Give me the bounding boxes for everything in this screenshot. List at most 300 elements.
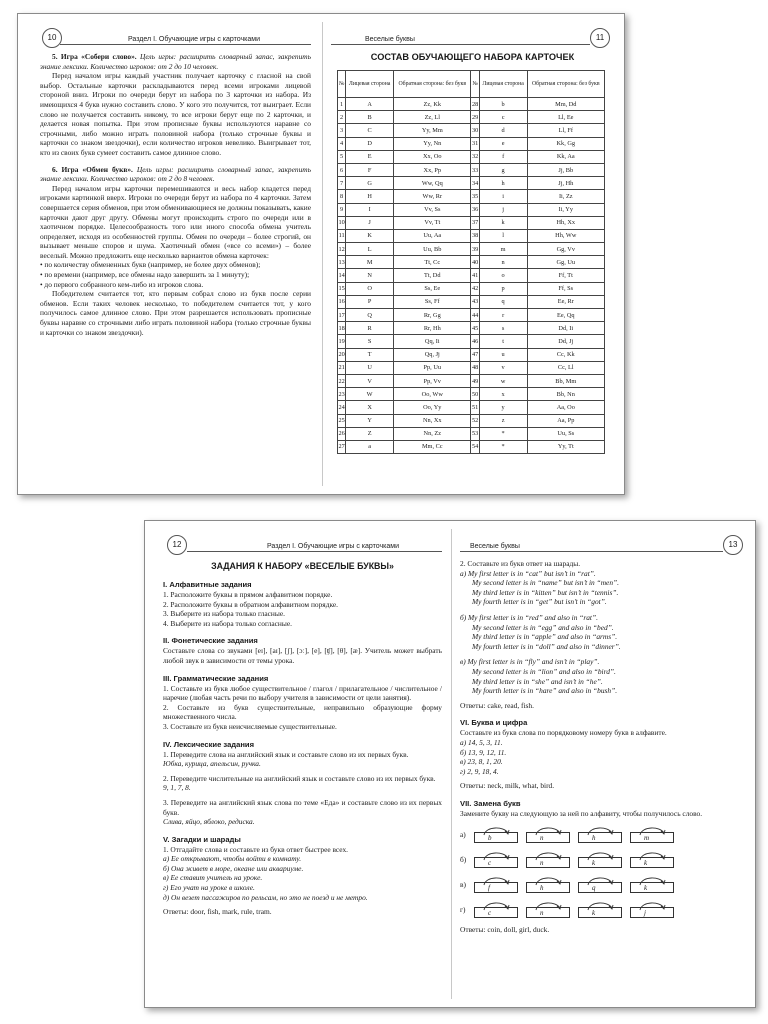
card-letter: q xyxy=(592,884,596,893)
card-letter: h xyxy=(592,834,596,843)
task-item: 1. Переведите слова на английский язык и составьте слово из их первых букв. xyxy=(163,749,409,759)
table-row xyxy=(338,322,605,335)
task-item: 2. Расположите буквы в обратном алфавитном порядке. xyxy=(163,599,338,609)
letter-card[interactable] xyxy=(474,900,518,918)
table-cell: Ff, Ss xyxy=(527,282,604,295)
charade-line: My second letter is in “egg” and also in “bed”. xyxy=(472,622,614,632)
table-cell: Uu, Bb xyxy=(394,243,471,256)
table-cell: i xyxy=(479,190,527,203)
card-letter: j xyxy=(644,909,646,918)
letter-cards xyxy=(460,825,749,918)
table-cell: 13 xyxy=(338,256,346,269)
top-spread xyxy=(17,13,625,495)
table-cell: t xyxy=(479,335,527,348)
table-cell: 29 xyxy=(471,111,479,124)
table-cell: Kk, Gg xyxy=(527,137,604,150)
table-cell: 48 xyxy=(471,361,479,374)
table-cell: Q xyxy=(346,309,394,322)
table-cell: L xyxy=(346,243,394,256)
table-cell: Jj, Hh xyxy=(527,177,604,190)
table-cell: 15 xyxy=(338,282,346,295)
table-cell: l xyxy=(479,229,527,242)
task-item: 2. Переведите числительные на английский язык и составьте слово из их первых букв. xyxy=(163,773,436,783)
table-body xyxy=(338,98,605,454)
table-cell: Ii, Yy xyxy=(527,203,604,216)
table-cell: a xyxy=(346,440,394,453)
table-cell: u xyxy=(479,348,527,361)
row-label: г) xyxy=(460,904,466,914)
table-cell: 52 xyxy=(471,414,479,427)
card-letter: k xyxy=(644,884,648,893)
table-cell: z xyxy=(479,414,527,427)
table-row xyxy=(338,177,605,190)
table-cell: Ss, Ff xyxy=(394,295,471,308)
page-11 xyxy=(323,14,626,494)
table-cell: Cc, Ll xyxy=(527,361,604,374)
table-cell: Gg, Vv xyxy=(527,243,604,256)
number-item: а) 14, 5, 3, 11. xyxy=(460,737,503,747)
page-10 xyxy=(18,14,321,494)
table-cell: Oo, Yy xyxy=(394,401,471,414)
page-number: 13 xyxy=(723,535,743,555)
answers: Ответы: neck, milk, what, bird. xyxy=(460,781,555,791)
table-row xyxy=(338,427,605,440)
card-letter: n xyxy=(540,834,544,843)
charade-b xyxy=(460,613,749,651)
task-item: 3. Выберите из набора только гласные. xyxy=(163,609,285,619)
card-row xyxy=(460,825,749,843)
card-box xyxy=(630,882,674,893)
page-number: 10 xyxy=(42,28,62,48)
table-cell: Dd, Ii xyxy=(527,322,604,335)
table-cell: Hh, Ww xyxy=(527,229,604,242)
row-label: а) xyxy=(460,829,466,839)
table-cell: 12 xyxy=(338,243,346,256)
task-item: 3. Составьте из букв неисчисляемые существительные. xyxy=(163,721,337,731)
table-cell: 17 xyxy=(338,309,346,322)
table-cell: 54 xyxy=(471,440,479,453)
card-box xyxy=(578,882,622,893)
table-cell: 32 xyxy=(471,150,479,163)
section-title: V. Загадки и шарады xyxy=(163,834,241,844)
card-box xyxy=(578,832,622,843)
letter-card[interactable] xyxy=(526,850,570,868)
section-title: VI. Буква и цифра xyxy=(460,718,528,728)
table-cell: Nn, Zz xyxy=(394,427,471,440)
charade-line: My second letter is in “name” but isn’t in “men”. xyxy=(472,578,619,588)
charade-line: My fourth letter is in “doll” and also in “dinner”. xyxy=(472,641,621,651)
running-header: Веселые буквы xyxy=(470,543,520,550)
table-cell: Bb, Nn xyxy=(527,388,604,401)
table-row xyxy=(338,150,605,163)
letter-card[interactable] xyxy=(578,850,622,868)
card-box xyxy=(630,907,674,918)
table-cell: V xyxy=(346,374,394,387)
answers: Ответы: door, fish, mark, rule, tram. xyxy=(163,907,272,917)
table-row xyxy=(338,124,605,137)
table-cell: Vv, Tt xyxy=(394,216,471,229)
table-cell: b xyxy=(479,98,527,111)
task-words: Слива, яйцо, яблоко, редиска. xyxy=(163,817,255,827)
charades-intro: 2. Составьте из букв ответ на шарады. xyxy=(460,559,581,568)
running-header: Веселые буквы xyxy=(365,36,415,43)
table-cell: 35 xyxy=(471,190,479,203)
letter-card[interactable] xyxy=(526,875,570,893)
table-cell: Xx, Oo xyxy=(394,150,471,163)
table-cell: 7 xyxy=(338,177,346,190)
table-cell: 49 xyxy=(471,374,479,387)
table-cell: 50 xyxy=(471,388,479,401)
table-cell: D xyxy=(346,137,394,150)
table-cell: R xyxy=(346,322,394,335)
card-letter: c xyxy=(488,909,492,918)
table-cell: Zz, Kk xyxy=(394,98,471,111)
table-cell: d xyxy=(479,124,527,137)
card-box xyxy=(578,907,622,918)
table-cell: Ii, Zz xyxy=(527,190,604,203)
table-cell: n xyxy=(479,256,527,269)
card-box xyxy=(630,832,674,843)
letter-card[interactable] xyxy=(474,825,518,843)
table-cell: 10 xyxy=(338,216,346,229)
task-item: 1. Отгадайте слова и составьте из букв ответ быстрее всех. xyxy=(163,844,349,854)
charade-line: My second letter is in “lion” and also in “bird”. xyxy=(472,666,616,676)
row-label: б) xyxy=(460,854,467,864)
card-letter: c xyxy=(488,859,492,868)
table-cell: 53 xyxy=(471,427,479,440)
section-title: IV. Лексические задания xyxy=(163,739,255,749)
letter-card[interactable] xyxy=(578,875,622,893)
table-cell: Z xyxy=(346,427,394,440)
table-cell: s xyxy=(479,322,527,335)
table-row xyxy=(338,111,605,124)
table-cell: Nn, Xx xyxy=(394,414,471,427)
letter-card[interactable] xyxy=(526,900,570,918)
table-cell: Yy, Tt xyxy=(527,440,604,453)
table-cell: Cc, Kk xyxy=(527,348,604,361)
tasks-title: ЗАДАНИЯ К НАБОРУ «ВЕСЕЛЫЕ БУКВЫ» xyxy=(211,561,394,571)
game5-body: Перед началом игры каждый участник получает карточку с гласной на свой выбор. Остальные карточки раскладываются перед всеми игроками лицевой стороной вниз. Игроки по очереди берут из набора по 3 карточки из набора. Из имеющихся 4 букв нужно составить слово. У кого это получится, тот выиграет. Если слово не получается составить никому, то все игроки берут еще по 2 карточки, и делается новая попытка. При этом прописные буквы используются наравне со строчными, либо можно играть половиной набора (только строчные буквы и карточки со знаком звездочки), если количество игроков невелико. Выигрывает тот, кто из своих букв сумеет составить самое длинное слово. xyxy=(40,71,311,157)
table-cell: 33 xyxy=(471,163,479,176)
riddle: б) Она живет в море, океане или аквариуме. xyxy=(163,863,304,873)
table-cell: 42 xyxy=(471,282,479,295)
card-row xyxy=(460,850,749,868)
table-cell: * xyxy=(479,427,527,440)
page-11-content xyxy=(331,52,614,454)
card-box xyxy=(526,832,570,843)
row-label: в) xyxy=(460,879,466,889)
table-cell: S xyxy=(346,335,394,348)
running-header: Раздел I. Обучающие игры с карточками xyxy=(267,543,399,550)
card-letter: b xyxy=(488,834,492,843)
table-cell: Y xyxy=(346,414,394,427)
table-cell: F xyxy=(346,163,394,176)
page-number: 11 xyxy=(590,28,610,48)
card-letter: h xyxy=(540,884,544,893)
table-row xyxy=(338,256,605,269)
table-cell: Ww, Qq xyxy=(394,177,471,190)
section-title: III. Грамматические задания xyxy=(163,673,269,683)
letter-card[interactable] xyxy=(578,825,622,843)
card-letter: k xyxy=(592,859,596,868)
table-cell: Ee, Rr xyxy=(527,295,604,308)
column-header: № xyxy=(338,71,346,98)
number-item: г) 2, 9, 18, 4. xyxy=(460,766,499,776)
table-row xyxy=(338,269,605,282)
task-text: Составьте из букв слова по порядковому номеру букв в алфавите. xyxy=(460,728,667,738)
task-item: 4. Выберите из набора только согласные. xyxy=(163,618,292,628)
task-item: 3. Переведите на английский язык слова по теме «Еда» и составьте слово из их первых букв. xyxy=(163,797,442,817)
table-cell: H xyxy=(346,190,394,203)
table-cell: K xyxy=(346,229,394,242)
game6-bullet: • по времени (например, все обмены надо завершить за 1 минуту); xyxy=(40,270,250,280)
table-cell: Uu, Ss xyxy=(527,427,604,440)
table-cell: E xyxy=(346,150,394,163)
page-10-content xyxy=(40,52,311,337)
page-12 xyxy=(145,521,450,1007)
table-cell: 36 xyxy=(471,203,479,216)
game6-body: Перед началом игры карточки перемешиваются и весь набор кладется перед игроками картинкой вверх. Игроки по очереди берут из набора по 4 карточки. Затем совершается серия обменов, при этом обменивающиеся не должны показывать, какие карточки дают друг другу. Обмены могут происходить строго по очереди или в хаотичном порядке. Целесообразность того или иного способа обмена учитель определяет, исходя из особенностей группы. Обмен по очереди – более строгий, он вызывает меньше споров и шума. Хаотичный обмен («все со всеми») – более веселый. Можно предложить еще несколько вариантов обмена карточек: xyxy=(40,183,311,260)
table-cell: v xyxy=(479,361,527,374)
table-cell: 37 xyxy=(471,216,479,229)
table-row xyxy=(338,401,605,414)
table-cell: Pp, Vv xyxy=(394,374,471,387)
table-cell: Gg, Uu xyxy=(527,256,604,269)
card-box xyxy=(526,882,570,893)
table-row xyxy=(338,243,605,256)
table-cell: 43 xyxy=(471,295,479,308)
charade-a xyxy=(460,569,749,607)
table-cell: G xyxy=(346,177,394,190)
table-row xyxy=(338,282,605,295)
table-cell: 25 xyxy=(338,414,346,427)
table-cell: N xyxy=(346,269,394,282)
letter-card[interactable] xyxy=(630,850,674,868)
charade-line: в) My first letter is in “fly” and isn’t in “play”. xyxy=(460,657,600,667)
card-box xyxy=(526,907,570,918)
table-cell: m xyxy=(479,243,527,256)
table-row xyxy=(338,229,605,242)
letter-card[interactable] xyxy=(474,850,518,868)
task-item: 1. Расположите буквы в прямом алфавитном порядке. xyxy=(163,590,333,599)
table-cell: 44 xyxy=(471,309,479,322)
table-cell: Kk, Aa xyxy=(527,150,604,163)
table-cell: Ss, Ee xyxy=(394,282,471,295)
game6-bullet: • по количеству обмененных букв (например, не более двух обменов); xyxy=(40,260,261,270)
table-row xyxy=(338,309,605,322)
task-item: 2. Составьте из букв существительные, неправильно образующие форму множественного числа. xyxy=(163,702,442,722)
page-13-content xyxy=(460,559,749,935)
card-row xyxy=(460,875,749,893)
table-cell: I xyxy=(346,203,394,216)
table-cell: r xyxy=(479,309,527,322)
table-cell: Yy, Nn xyxy=(394,137,471,150)
table-cell: 47 xyxy=(471,348,479,361)
table-cell: 6 xyxy=(338,163,346,176)
task-words: 9, 1, 7, 8. xyxy=(163,783,191,793)
table-cell: 14 xyxy=(338,269,346,282)
table-row xyxy=(338,98,605,111)
table-title: СОСТАВ ОБУЧАЮЩЕГО НАБОРА КАРТОЧЕК xyxy=(370,52,575,62)
table-cell: 9 xyxy=(338,203,346,216)
column-header: Лицевая сторона xyxy=(346,71,394,98)
running-header: Раздел I. Обучающие игры с карточками xyxy=(128,36,260,43)
table-cell: Ee, Qq xyxy=(527,309,604,322)
header-rule xyxy=(60,44,311,45)
charade-c xyxy=(460,657,749,695)
table-cell: 40 xyxy=(471,256,479,269)
game5-intro: 5. Игра «Собери слово». Цель игры: расширить словарный запас, закрепить знание лексики. Количество игроков: от 2 до 10 человек. xyxy=(40,52,311,71)
card-letter: f xyxy=(488,884,490,893)
table-cell: 16 xyxy=(338,295,346,308)
table-cell: q xyxy=(479,295,527,308)
table-cell: Tt, Cc xyxy=(394,256,471,269)
card-box xyxy=(474,907,518,918)
table-cell: f xyxy=(479,150,527,163)
table-row xyxy=(338,361,605,374)
table-cell: 2 xyxy=(338,111,346,124)
letter-card[interactable] xyxy=(630,825,674,843)
column-header: Обратная сторона: без букв xyxy=(394,71,471,98)
table-cell: x xyxy=(479,388,527,401)
charade-line: My third letter is in “apple” and also in “arms”. xyxy=(472,632,618,642)
letter-card[interactable] xyxy=(526,825,570,843)
answers: Ответы: coin, doll, girl, duck. xyxy=(460,925,550,935)
table-cell: Xx, Pp xyxy=(394,163,471,176)
table-cell: 38 xyxy=(471,229,479,242)
card-box xyxy=(526,857,570,868)
card-box xyxy=(578,857,622,868)
table-cell: 5 xyxy=(338,150,346,163)
section-title: VII. Замена букв xyxy=(460,798,521,808)
table-cell: Vv, Ss xyxy=(394,203,471,216)
section-title: II. Фонетические задания xyxy=(163,636,258,646)
number-item: б) 13, 9, 12, 11. xyxy=(460,747,507,757)
game6-intro: 6. Игра «Обмен букв». Цель игры: расширить словарный запас, закрепить знание лексики. Количество игроков: от 2 до 8 человек. xyxy=(40,164,311,184)
table-cell: Aa, Pp xyxy=(527,414,604,427)
bottom-spread xyxy=(144,520,756,1008)
section-title: I. Алфавитные задания xyxy=(163,580,252,589)
table-cell: Pp, Uu xyxy=(394,361,471,374)
charade-line: My fourth letter is in “hare” and also in “bush”. xyxy=(472,686,618,696)
card-letter: k xyxy=(592,909,596,918)
table-row xyxy=(338,348,605,361)
table-cell: 39 xyxy=(471,243,479,256)
table-row xyxy=(338,374,605,387)
table-row xyxy=(338,295,605,308)
riddle: в) Ее ставит учитель на уроке. xyxy=(163,873,263,883)
charade-line: б) My first letter is in “red” and also in “rat”. xyxy=(460,612,598,622)
table-cell: 11 xyxy=(338,229,346,242)
table-cell: 3 xyxy=(338,124,346,137)
table-row xyxy=(338,203,605,216)
game6-outro: Победителем считается тот, кто первым собрал слово из букв после серии обменов. Если таких человек несколько, то победителем считается тот, у кого получилось самое длинное слово. При этом разрешается использовать прописные буквы наравне со строчными либо играть половиной набора (только строчные буквы и карточки со знаком звездочки). xyxy=(40,289,311,337)
table-row xyxy=(338,388,605,401)
table-cell: O xyxy=(346,282,394,295)
table-cell: 30 xyxy=(471,124,479,137)
table-cell: P xyxy=(346,295,394,308)
table-cell: * xyxy=(479,440,527,453)
table-cell: Dd, Jj xyxy=(527,335,604,348)
table-row xyxy=(338,163,605,176)
letter-card[interactable] xyxy=(630,875,674,893)
table-cell: Uu, Aa xyxy=(394,229,471,242)
table-cell: Yy, Mm xyxy=(394,124,471,137)
header-rule xyxy=(460,551,723,552)
letter-card[interactable] xyxy=(474,875,518,893)
table-cell: 8 xyxy=(338,190,346,203)
table-cell: 46 xyxy=(471,335,479,348)
card-letter: n xyxy=(540,859,544,868)
table-cell: 45 xyxy=(471,322,479,335)
table-cell: U xyxy=(346,361,394,374)
table-cell: g xyxy=(479,163,527,176)
table-cell: j xyxy=(479,203,527,216)
table-cell: 26 xyxy=(338,427,346,440)
table-cell: h xyxy=(479,177,527,190)
table-cell: Bb, Mm xyxy=(527,374,604,387)
column-header: № xyxy=(471,71,479,98)
card-letter: m xyxy=(644,834,650,843)
riddle: г) Его учат на уроке в школе. xyxy=(163,883,255,893)
task-text: Замените букву на следующую за ней по алфавиту, чтобы получилось слово. xyxy=(460,808,703,818)
table-row xyxy=(338,216,605,229)
table-cell: J xyxy=(346,216,394,229)
table-cell: Hh, Xx xyxy=(527,216,604,229)
letter-card[interactable] xyxy=(630,900,674,918)
table-cell: Tt, Dd xyxy=(394,269,471,282)
table-cell: Zz, Ll xyxy=(394,111,471,124)
table-row xyxy=(338,440,605,453)
table-cell: 31 xyxy=(471,137,479,150)
letter-card[interactable] xyxy=(578,900,622,918)
charade-line: My fourth letter is in “get” but isn’t in “got”. xyxy=(472,597,607,607)
table-cell: k xyxy=(479,216,527,229)
table-cell: 51 xyxy=(471,401,479,414)
table-cell: 22 xyxy=(338,374,346,387)
column-header: Обратная сторона: без букв xyxy=(527,71,604,98)
table-cell: 18 xyxy=(338,322,346,335)
table-cell: e xyxy=(479,137,527,150)
card-set-table xyxy=(337,70,605,454)
page-13 xyxy=(452,521,757,1007)
table-cell: M xyxy=(346,256,394,269)
header-rule xyxy=(331,44,590,45)
table-cell: 19 xyxy=(338,335,346,348)
table-cell: Mm, Cc xyxy=(394,440,471,453)
table-cell: Qq, Ii xyxy=(394,335,471,348)
table-cell: 4 xyxy=(338,137,346,150)
column-header: Лицевая сторона xyxy=(479,71,527,98)
table-cell: 41 xyxy=(471,269,479,282)
table-cell: Ww, Rr xyxy=(394,190,471,203)
table-cell: w xyxy=(479,374,527,387)
card-letter: n xyxy=(540,909,544,918)
table-cell: A xyxy=(346,98,394,111)
table-cell: Ll, Ee xyxy=(527,111,604,124)
number-item: в) 23, 8, 1, 20. xyxy=(460,757,503,767)
table-cell: T xyxy=(346,348,394,361)
table-cell: B xyxy=(346,111,394,124)
table-cell: 27 xyxy=(338,440,346,453)
table-cell: Rr, Hh xyxy=(394,322,471,335)
table-cell: W xyxy=(346,388,394,401)
table-cell: 1 xyxy=(338,98,346,111)
table-cell: X xyxy=(346,401,394,414)
card-box xyxy=(474,832,518,843)
card-letter: k xyxy=(644,859,648,868)
charade-line: My third letter is in “kitten” but isn’t in “tennis”. xyxy=(472,587,619,597)
